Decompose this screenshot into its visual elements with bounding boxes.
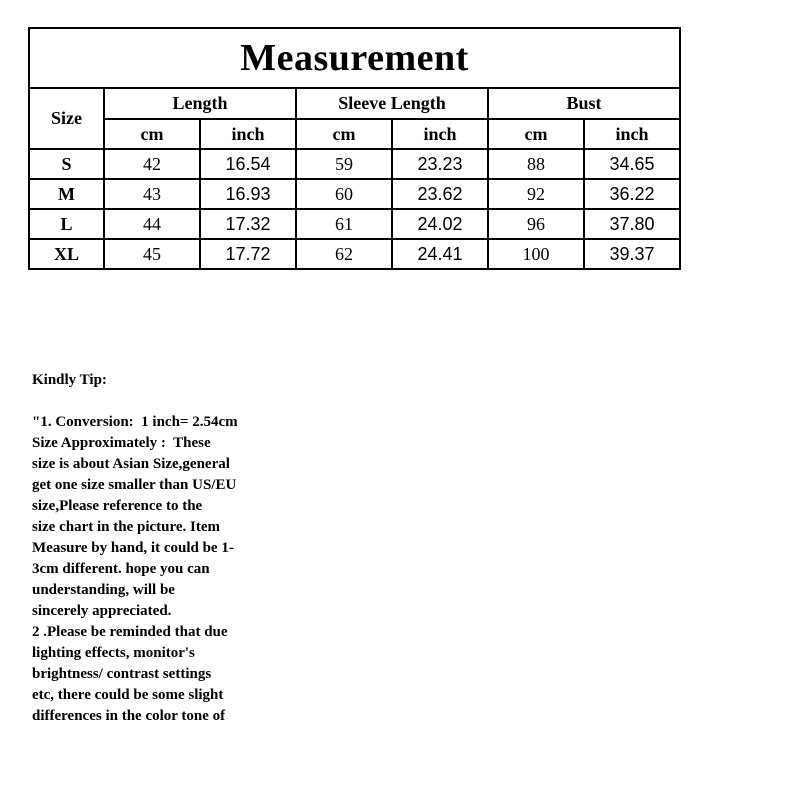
bust-inch-value: 34.65 bbox=[584, 149, 680, 179]
unit-header: inch bbox=[584, 119, 680, 149]
unit-header: cm bbox=[104, 119, 200, 149]
unit-header: inch bbox=[200, 119, 296, 149]
bust-cm-value: 96 bbox=[488, 209, 584, 239]
size-label: S bbox=[29, 149, 104, 179]
sleeve-cm-value: 60 bbox=[296, 179, 392, 209]
bust-cm-value: 92 bbox=[488, 179, 584, 209]
tip-line: sincerely appreciated. bbox=[32, 603, 172, 619]
length-cm-value: 45 bbox=[104, 239, 200, 269]
tip-line: size chart in the picture. Item bbox=[32, 519, 221, 535]
kindly-tip-section bbox=[32, 370, 312, 727]
tip-heading: Kindly Tip: bbox=[32, 372, 107, 388]
table-row bbox=[29, 239, 680, 269]
bust-cm-value: 100 bbox=[488, 239, 584, 269]
tip-line: 2 .Please be reminded that due bbox=[32, 624, 228, 640]
length-group-header: Length bbox=[104, 88, 296, 119]
size-label: XL bbox=[29, 239, 104, 269]
table-row bbox=[29, 179, 680, 209]
table-row bbox=[29, 209, 680, 239]
length-cm-value: 44 bbox=[104, 209, 200, 239]
sleeve-inch-value: 24.02 bbox=[392, 209, 488, 239]
sleeve-cm-value: 59 bbox=[296, 149, 392, 179]
tip-line: etc, there could be some slight bbox=[32, 687, 224, 703]
tip-line: Size Approximately : These bbox=[32, 435, 211, 451]
tip-line: 3cm different. hope you can bbox=[32, 561, 210, 577]
length-cm-value: 42 bbox=[104, 149, 200, 179]
length-inch-value: 16.93 bbox=[200, 179, 296, 209]
sleeve-inch-value: 23.23 bbox=[392, 149, 488, 179]
sleeve-length-group-header: Sleeve Length bbox=[296, 88, 488, 119]
measurement-table bbox=[28, 27, 681, 270]
tip-line: size is about Asian Size,general bbox=[32, 456, 230, 472]
sleeve-inch-value: 24.41 bbox=[392, 239, 488, 269]
sleeve-cm-value: 62 bbox=[296, 239, 392, 269]
length-inch-value: 17.72 bbox=[200, 239, 296, 269]
bust-inch-value: 39.37 bbox=[584, 239, 680, 269]
sleeve-cm-value: 61 bbox=[296, 209, 392, 239]
length-inch-value: 16.54 bbox=[200, 149, 296, 179]
tip-line: get one size smaller than US/EU bbox=[32, 477, 237, 493]
tip-line: size,Please reference to the bbox=[32, 498, 203, 514]
bust-group-header: Bust bbox=[488, 88, 680, 119]
table-title: Measurement bbox=[29, 28, 680, 88]
bust-inch-value: 37.80 bbox=[584, 209, 680, 239]
length-inch-value: 17.32 bbox=[200, 209, 296, 239]
sleeve-inch-value: 23.62 bbox=[392, 179, 488, 209]
bust-inch-value: 36.22 bbox=[584, 179, 680, 209]
unit-header: cm bbox=[488, 119, 584, 149]
size-label: L bbox=[29, 209, 104, 239]
unit-header: inch bbox=[392, 119, 488, 149]
tip-line: differences in the color tone of bbox=[32, 708, 226, 724]
size-column-header: Size bbox=[29, 88, 104, 149]
length-cm-value: 43 bbox=[104, 179, 200, 209]
tip-line: understanding, will be bbox=[32, 582, 175, 598]
tip-line: lighting effects, monitor's bbox=[32, 645, 195, 661]
tip-line: Measure by hand, it could be 1- bbox=[32, 540, 234, 556]
bust-cm-value: 88 bbox=[488, 149, 584, 179]
size-label: M bbox=[29, 179, 104, 209]
tip-line: "1. Conversion: 1 inch= 2.54cm bbox=[32, 414, 238, 430]
tip-line: brightness/ contrast settings bbox=[32, 666, 212, 682]
unit-header: cm bbox=[296, 119, 392, 149]
table-row bbox=[29, 149, 680, 179]
